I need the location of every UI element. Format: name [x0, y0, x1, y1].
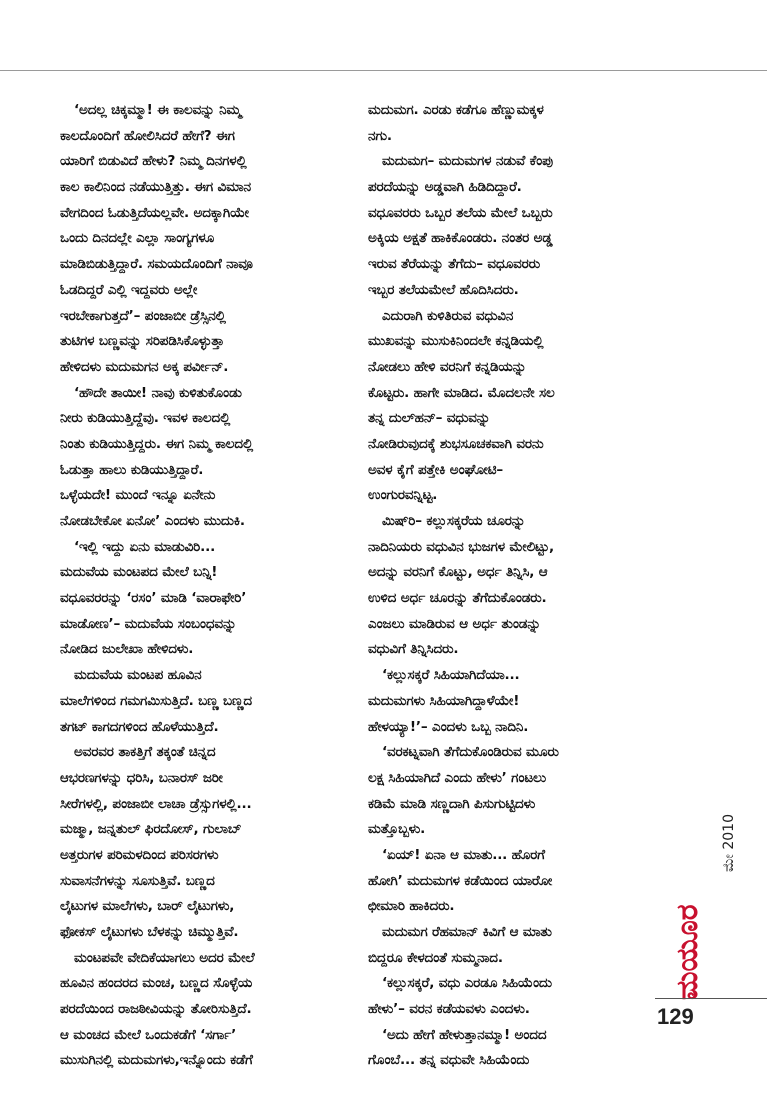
text-line: ನಿಂತು ಕುಡಿಯುತ್ತಿದ್ದರು. ಈಗ ನಿಮ್ಮ ಕಾಲದಲ್ಲಿ	[60, 435, 254, 452]
text-line: ಮಾಲೆಗಳಿಂದ ಗಮಗಮಿಸುತ್ತಿದೆ. ಬಣ್ಣ ಬಣ್ಣದ	[60, 692, 252, 709]
text-line: ಅವರವರ ತಾಕತ್ತಿಗೆ ತಕ್ಕಂತೆ ಚಿನ್ನದ	[74, 744, 216, 761]
text-line: ‘ವರಕಟ್ನವಾಗಿ ತೆಗೆದುಕೊಂಡಿರುವ ಮೂರು	[382, 744, 559, 761]
text-line: ಅಕ್ಕಿಯ ಅಕ್ಷತೆ ಹಾಕಿಕೊಂಡರು. ನಂತರ ಅಡ್ಡ	[368, 230, 553, 247]
text-line: ಅವಳ ಕೈಗೆ ಪತ್ತೇಕಿ ಅಂಘೋಟಿ–	[368, 461, 503, 478]
text-line: ಆಭರಣಗಳನ್ನು ಧರಿಸಿ, ಬನಾರಸ್ ಜರೀ	[60, 769, 223, 786]
text-line: ಯಾರಿಗೆ ಬಿಡುವಿದೆ ಹೇಳು? ನಿಮ್ಮ ದಿನಗಳಲ್ಲಿ	[60, 153, 247, 170]
text-line: ಮತ್ತೊಬ್ಬಳು.	[368, 821, 426, 838]
text-line: ಸುವಾಸನೆಗಳನ್ನು ಸೂಸುತ್ತಿವೆ. ಬಣ್ಣದ	[60, 872, 215, 889]
right-column	[368, 98, 646, 1074]
text-line: ಮಜ್ಮಾ, ಜನ್ನತುಲ್ ಫಿರದೋಸ್, ಗುಲಾಬ್	[60, 821, 242, 838]
text-line: ತನ್ನ ದುಲ್‌ಹನ್– ವಧುವನ್ನು	[368, 410, 491, 427]
header-rule	[0, 70, 767, 71]
text-line: ಲಕ್ಷ ಸಿಹಿಯಾಗಿದೆ ಎಂದು ಹೇಳು’ ಗಂಟಲು	[368, 769, 546, 786]
text-line: ತಗಟ್ ಕಾಗದಗಳಿಂದ ಹೊಳೆಯುತ್ತಿದೆ.	[60, 718, 219, 735]
page-number: 129	[657, 1004, 694, 1029]
text-line: ಪರದೆಯನ್ನು ಅಡ್ಡವಾಗಿ ಹಿಡಿದಿದ್ದಾರೆ.	[368, 179, 522, 196]
page-number-rule	[655, 998, 767, 999]
text-line: ಎಂಜಲು ಮಾಡಿರುವ ಆ ಅರ್ಧ ತುಂಡನ್ನು	[368, 615, 541, 632]
text-line: ತುಟಿಗಳ ಬಣ್ಣವನ್ನು ಸರಿಪಡಿಸಿಕೊಳ್ಳುತ್ತಾ	[60, 333, 225, 350]
text-line: ‘ಅದಲ್ಲ ಚಿಕ್ಕಮ್ಮಾ! ಈ ಕಾಲವನ್ನು ನಿಮ್ಮ	[74, 102, 242, 118]
text-line: ಕೊಟ್ಟರು. ಹಾಗೇ ಮಾಡಿದ. ಮೊದಲನೇ ಸಲ	[368, 384, 555, 401]
text-line: ಕಾಲ ಕಾಲಿನಿಂದ ನಡೆಯುತ್ತಿತ್ತು. ಈಗ ವಿಮಾನ	[60, 179, 252, 196]
text-line: ಇರಬೇಕಾಗುತ್ತದೆ’– ಪಂಜಾಬೀ ಡ್ರೆಸ್ಸಿನಲ್ಲಿ	[60, 307, 226, 324]
text-line: ಅತ್ತರುಗಳ ಪರಿಮಳದಿಂದ ಪರಿಸರಗಳು	[60, 846, 219, 863]
text-line: ‘ಕಲ್ಲುಸಕ್ಕರೆ ಸಿಹಿಯಾಗಿದೆಯಾ...	[382, 667, 520, 684]
text-line: ಗೊಂಬೆ... ತನ್ನ ವಧುವೇ ಸಿಹಿಯೆಂದು	[368, 1052, 530, 1069]
text-line: ವೇಗದಿಂದ ಓಡುತ್ತಿದೆಯಲ್ಲವೇ. ಅದಕ್ಕಾಗಿಯೇ	[60, 204, 249, 221]
text-line: ಹೂವಿನ ಹಂದರದ ಮಂಚ, ಬಣ್ಣದ ಸೊಳ್ಳೆಯ	[60, 975, 253, 992]
text-line: ಇಬ್ಬರ ತಲೆಯಮೇಲೆ ಹೊದಿಸಿದರು.	[368, 281, 519, 298]
text-line: ಹೇಳಯ್ಯಾ!’– ಎಂದಳು ಒಬ್ಬ ನಾದಿನಿ.	[368, 718, 529, 735]
text-line: ನಗು.	[368, 127, 392, 144]
text-line: ‘ಅದು ಹೇಗೆ ಹೇಳುತ್ತಾನಮ್ಮಾ! ಅಂದದ	[382, 1026, 547, 1043]
left-column	[60, 98, 350, 1074]
text-line: ಕಾಲದೊಂದಿಗೆ ಹೋಲಿಸಿದರೆ ಹೇಗೆ? ಈಗ	[60, 127, 235, 144]
text-line: ಮುಸುಗಿನಲ್ಲಿ ಮದುಮಗಳು,ಇನ್ನೊಂದು ಕಡೆಗೆ	[60, 1052, 253, 1069]
text-line: ಮಾಡೋಣ’– ಮದುವೆಯ ಸಂಬಂಧವನ್ನು	[60, 615, 237, 632]
text-line: ಮದುಮಗ. ಎರಡು ಕಡೆಗೂ ಹೆಣ್ಣುಮಕ್ಕಳ	[368, 102, 544, 118]
text-line: ಮದುಮಗ– ಮದುಮಗಳ ನಡುವೆ ಕೆಂಪು	[382, 153, 553, 170]
text-line: ಅದನ್ನು ವರನಿಗೆ ಕೊಟ್ಟು, ಅರ್ಧ ತಿನ್ನಿಸಿ, ಆ	[368, 564, 548, 581]
text-line: ಮದುವೆಯ ಮಂಟಪದ ಮೇಲೆ ಬನ್ನಿ!	[60, 564, 218, 581]
text-line: ‘ಏಯ್! ಏನಾ ಆ ಮಾತು... ಹೊರಗೆ	[382, 846, 545, 863]
text-line: ನೋಡಬೇಕೋ ಏನೋ’ ಎಂದಳು ಮುದುಕಿ.	[60, 513, 245, 529]
text-line: ಮದುಮಗ ರೆಹಮಾನ್ ಕಿವಿಗೆ ಆ ಮಾತು	[382, 924, 552, 940]
text-line: ಮಂಟಪವೇ ವೇದಿಕೆಯಾಗಲು ಅದರ ಮೇಲೆ	[74, 949, 255, 966]
text-line: ಓಡದಿದ್ದರೆ ಎಲ್ಲಿ ಇದ್ದವರು ಅಲ್ಲೇ	[60, 281, 198, 298]
text-line: ಮಾಡಿಬಿಡುತ್ತಿದ್ದಾರೆ. ಸಮಯದೊಂದಿಗೆ ನಾವೂ	[60, 256, 253, 273]
text-line: ಪರದೆಯಿಂದ ರಾಜಠೀವಿಯನ್ನು ತೋರಿಸುತ್ತಿದೆ.	[60, 1001, 252, 1018]
text-line: ಉಂಗುರವನ್ನಿಟ್ಟ.	[368, 487, 438, 504]
text-line: ವಧೂವರರು ಒಬ್ಬರ ತಲೆಯ ಮೇಲೆ ಒಬ್ಬರು	[368, 204, 553, 221]
text-line: ಓಡುತ್ತಾ ಹಾಲು ಕುಡಿಯುತ್ತಿದ್ದಾರೆ.	[60, 461, 204, 478]
text-line: ವಧೂವರರನ್ನು ‘ರಸಂ’ ಮಾಡಿ ‘ವಾರಾಫೇರಿ’	[60, 590, 247, 607]
text-line: ಒಳ್ಳೆಯದೇ! ಮುಂದೆ ಇನ್ನೂ ಏನೇನು	[60, 487, 216, 504]
text-line: ಸೀರೆಗಳಲ್ಲಿ, ಪಂಜಾಬೀ ಲಾಚಾ ಡ್ರೆಸ್ಸುಗಳಲ್ಲಿ...	[60, 795, 252, 812]
text-line: ಮದುವೆಯ ಮಂಟಪ ಹೂವಿನ	[74, 667, 202, 684]
text-line: ನೀರು ಕುಡಿಯುತ್ತಿದ್ದೆವು. ಇವಳ ಕಾಲದಲ್ಲಿ	[60, 410, 231, 427]
text-line: ನಾದಿನಿಯರು ವಧುವಿನ ಭುಜಗಳ ಮೇಲಿಟ್ಟು,	[368, 538, 554, 555]
text-line: ಮಿಷ್‌ರಿ– ಕಲ್ಲುಸಕ್ಕರೆಯ ಚೂರನ್ನು	[382, 513, 526, 529]
text-line: ವಧುವಿಗೆ ತಿನ್ನಿಸಿದರು.	[368, 641, 459, 658]
text-line: ಇರುವ ತೆರೆಯನ್ನು ತೆಗೆದು– ವಧೂವರರು	[368, 256, 540, 273]
text-line: ಫೋಕಸ್ ಲೈಟುಗಳು ಬೆಳಕನ್ನು ಚಿಮ್ಮುತ್ತಿವೆ.	[60, 924, 239, 940]
text-line: ಮುಖವನ್ನು ಮುಸುಕಿನಿಂದಲೇ ಕನ್ನಡಿಯಲ್ಲಿ	[368, 333, 544, 350]
text-line: ಹೋಗಿ’ ಮದುಮಗಳ ಕಡೆಯಿಂದ ಯಾರೋ	[368, 872, 553, 889]
text-line: ನೋಡಿದ ಜುಲೇಖಾ ಹೇಳಿದಳು.	[60, 641, 194, 658]
text-line: ನೋಡಿರುವುದಕ್ಕೆ ಶುಭಸೂಚಕವಾಗಿ ವರನು	[368, 435, 544, 452]
text-line: ಉಳಿದ ಅರ್ಧ ಚೂರನ್ನು ತೆಗೆದುಕೊಂಡರು.	[368, 590, 547, 607]
text-line: ಆ ಮಂಚದ ಮೇಲೆ ಒಂದುಕಡೆಗೆ ‘ಸರ್ಗಾ’	[60, 1026, 237, 1043]
text-line: ಒಂದು ದಿನದಲ್ಲೇ ಎಲ್ಲಾ ಸಾಂಗ್ಯಗಳೂ	[60, 230, 215, 247]
text-line: ಎದುರಾಗಿ ಕುಳಿತಿರುವ ವಧುವಿನ	[382, 307, 514, 324]
text-line: ‘ಕಲ್ಲುಸಕ್ಕರೆ, ವಧು ಎರಡೂ ಸಿಹಿಯೆಂದು	[382, 975, 552, 992]
text-line: ನೋಡಲು ಹೇಳಿ ವರನಿಗೆ ಕನ್ನಡಿಯನ್ನು	[368, 358, 527, 375]
text-line: ಲೈಟುಗಳ ಮಾಲೆಗಳು, ಬಾರ್ ಲೈಟುಗಳು,	[60, 898, 235, 915]
magazine-brand: ಮಯೂರ	[670, 904, 705, 1000]
text-line: ಹೇಳು’– ವರನ ಕಡೆಯವಳು ಎಂದಳು.	[368, 1001, 530, 1018]
text-line: ಕಡಿಮೆ ಮಾಡಿ ಸಣ್ಣದಾಗಿ ಪಿಸುಗುಟ್ಟಿದಳು	[368, 795, 536, 812]
text-line: ‘ಇಲ್ಲಿ ಇದ್ದು ಏನು ಮಾಡುವಿರಿ...	[74, 538, 216, 555]
text-line: ಮದುಮಗಳು ಸಿಹಿಯಾಗಿದ್ದಾಳೆಯೇ!	[368, 692, 520, 709]
issue-date: ಮೇ 2010	[721, 814, 737, 872]
text-line: ಬಿದ್ದರೂ ಕೇಳದಂತೆ ಸುಮ್ಮನಾದ.	[368, 949, 503, 966]
text-line: ‘ಹೌದೇ ತಾಯೀ! ನಾವು ಕುಳಿತುಕೊಂಡು	[74, 384, 242, 401]
text-line: ಛೀಮಾರಿ ಹಾಕಿದರು.	[368, 898, 455, 915]
text-line: ಹೇಳಿದಳು ಮದುಮಗನ ಅಕ್ಕ ಪರ್ವೀನ್.	[60, 358, 229, 375]
